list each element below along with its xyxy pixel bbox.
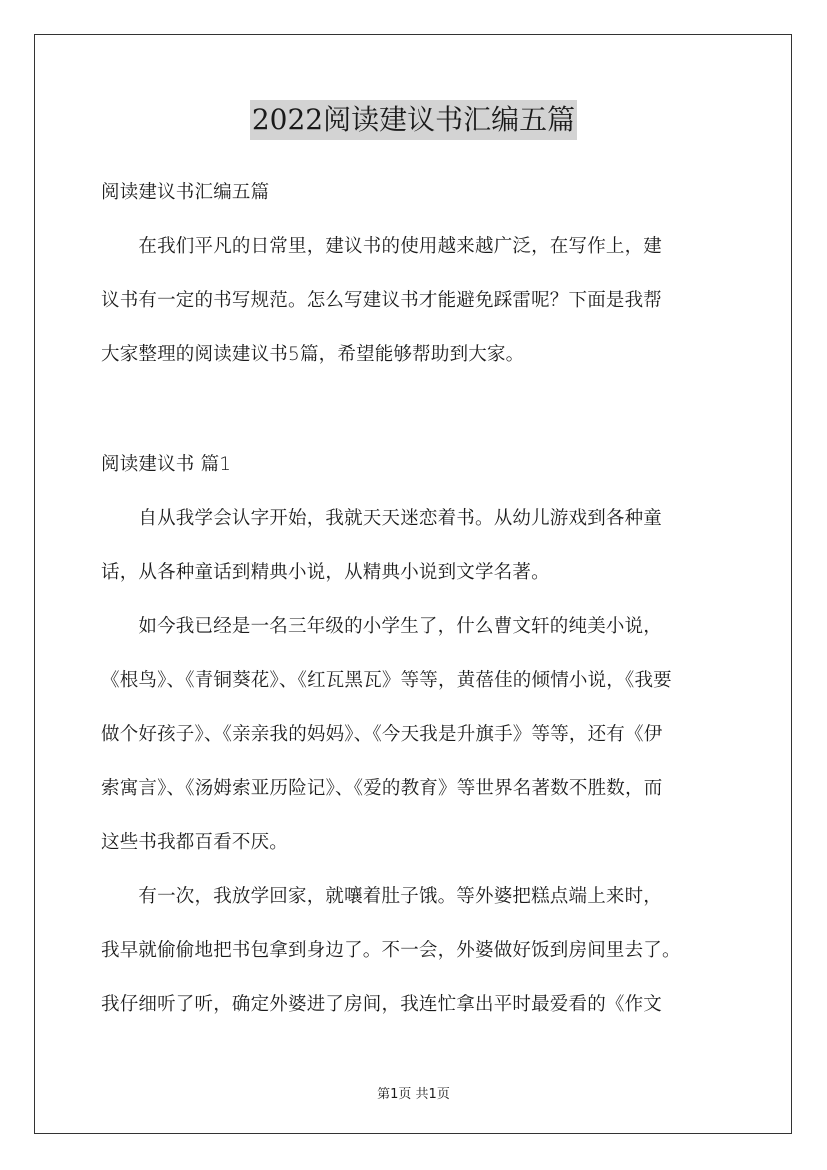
paragraph-line: 做个好孩子》、《亲亲我的妈妈》、《今天我是升旗手》等等，还有《伊	[101, 724, 663, 745]
page-footer: 第1页 共1页	[377, 1087, 450, 1102]
paragraph-line: 话，从各种童话到精典小说，从精典小说到文学名著。	[101, 562, 550, 583]
paragraph-line: 我早就偷偷地把书包拿到身边了。不一会，外婆做好饭到房间里去了。	[101, 940, 681, 961]
title-container	[0, 100, 827, 140]
paragraph-line: 自从我学会认字开始，我就天天迷恋着书。从幼儿游戏到各种童	[101, 508, 663, 529]
paragraph-line: 如今我已经是一名三年级的小学生了，什么曹文轩的纯美小说，	[101, 616, 663, 637]
subtitle-line: 阅读建议书汇编五篇	[101, 182, 270, 203]
paragraph-line: 有一次，我放学回家，就嚷着肚子饿。等外婆把糕点端上来时，	[101, 886, 663, 907]
paragraph-line: 大家整理的阅读建议书5篇，希望能够帮助到大家。	[101, 344, 525, 365]
section-heading: 阅读建议书 篇1	[101, 454, 232, 475]
paragraph-line: 我仔细听了听，确定外婆进了房间，我连忙拿出平时最爱看的《作文	[101, 994, 663, 1015]
paragraph-line: 《根鸟》、《青铜葵花》、《红瓦黑瓦》等等，黄蓓佳的倾情小说，《我要	[101, 670, 672, 691]
paragraph-line: 索寓言》、《汤姆索亚历险记》、《爱的教育》等世界名著数不胜数，而	[101, 778, 663, 799]
paragraph-line: 议书有一定的书写规范。怎么写建议书才能避免踩雷呢？下面是我帮	[101, 290, 663, 311]
paragraph-line: 这些书我都百看不厌。	[101, 832, 289, 853]
document-title: 2022阅读建议书汇编五篇	[250, 100, 577, 140]
paragraph-line: 在我们平凡的日常里，建议书的使用越来越广泛，在写作上，建	[101, 236, 663, 257]
